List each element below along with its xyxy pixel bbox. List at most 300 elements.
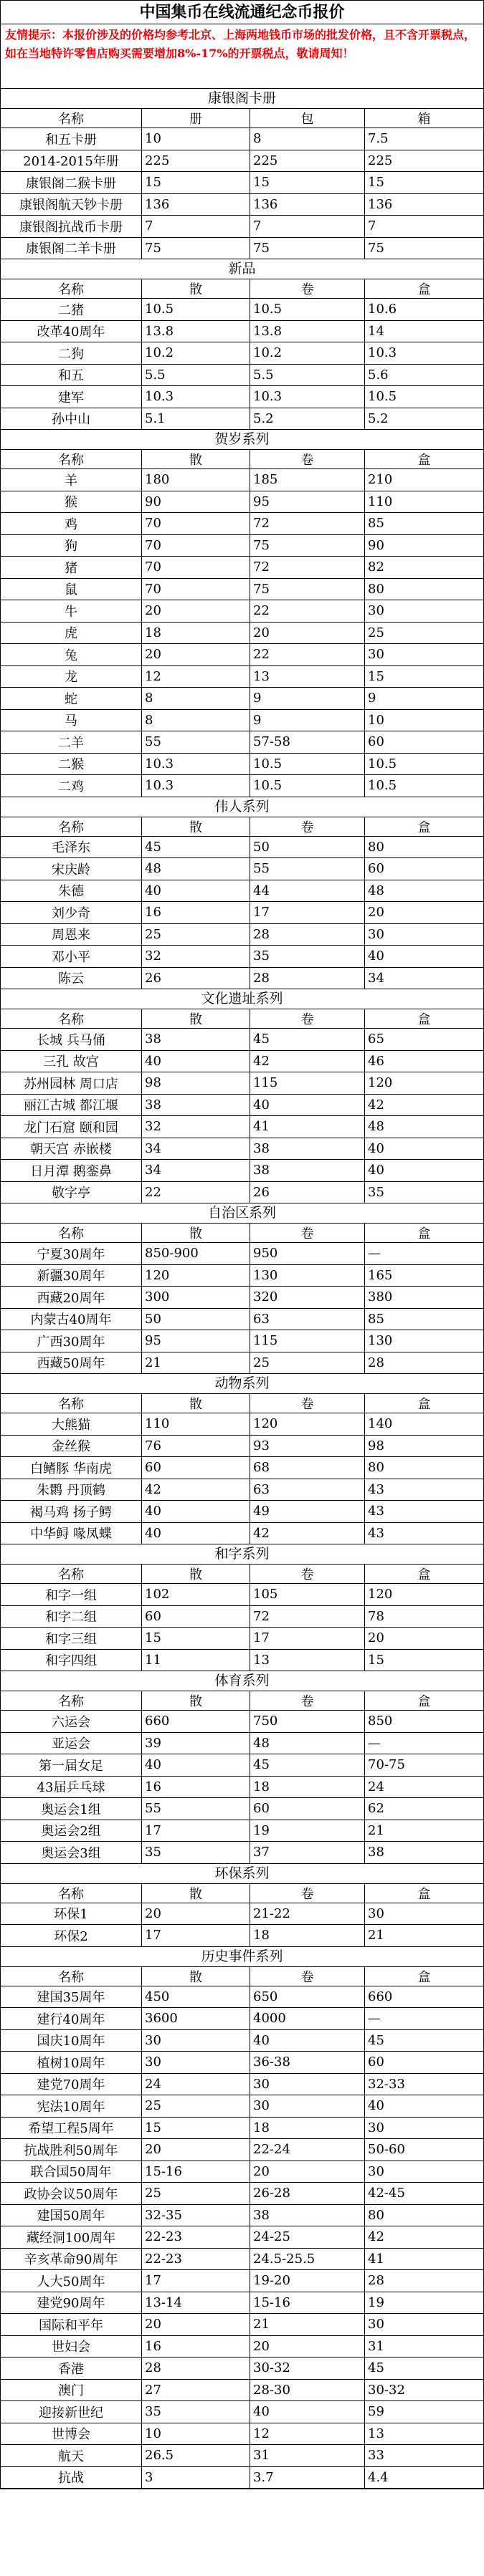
- price-cell: 42: [368, 2229, 384, 2245]
- table-row: [1, 2380, 483, 2402]
- coin-name-cell: 孙中山: [1, 408, 142, 430]
- table-row: [1, 644, 483, 666]
- table-row: [1, 924, 483, 946]
- price-cell: 15: [368, 668, 384, 684]
- coin-name-cell: 和字四组: [1, 1650, 142, 1671]
- coin-name-cell: 白鳍豚 华南虎: [1, 1457, 142, 1479]
- price-cell: 660: [368, 1989, 393, 2004]
- price-cell: 13-14: [142, 2292, 250, 2314]
- price-cell: 98: [368, 1438, 384, 1453]
- table-row: [1, 469, 483, 491]
- price-cell: 75: [250, 238, 365, 259]
- price-cell: 3600: [142, 2008, 250, 2029]
- coin-name-cell: 龙门石窟 颐和园: [1, 1116, 142, 1138]
- price-cell: 34: [368, 970, 384, 986]
- column-header: 名称: [1, 450, 142, 468]
- price-cell: 38: [250, 1160, 365, 1181]
- coin-name-cell: 三孔 故宫: [1, 1051, 142, 1072]
- table-row: [1, 1479, 483, 1501]
- coin-name-cell: 建军: [1, 386, 142, 408]
- price-cell: 30: [368, 2317, 384, 2332]
- column-header: 卷: [250, 1394, 365, 1413]
- price-cell: 31: [368, 2338, 384, 2354]
- column-header: 箱: [417, 112, 431, 127]
- coin-name-cell: 抗战胜利50周年: [1, 2139, 142, 2161]
- table-row: [1, 365, 483, 387]
- price-cell: 50: [250, 837, 365, 858]
- price-cell: 18: [250, 2118, 365, 2139]
- price-cell: 10.6: [368, 302, 397, 317]
- column-header: 散: [142, 1224, 250, 1242]
- price-cell: 210: [368, 472, 393, 488]
- price-cell: 10.2: [142, 342, 250, 364]
- table-row: [1, 1925, 483, 1947]
- price-cell: 3: [142, 2467, 250, 2489]
- price-cell: 72: [250, 1606, 365, 1628]
- table-row: [1, 754, 483, 776]
- price-cell: 50: [142, 1309, 250, 1330]
- coin-name-cell: 狗: [1, 535, 142, 557]
- price-cell: 10.5: [142, 299, 250, 320]
- table-header-row: [1, 1565, 483, 1584]
- coin-name-cell: 希望工程5周年: [1, 2118, 142, 2139]
- coin-name-cell: 建行40周年: [1, 2008, 142, 2029]
- coin-name-cell: 抗战: [1, 2467, 142, 2489]
- section-title: 文化遗址系列: [1, 989, 483, 1009]
- price-cell: 42: [250, 1523, 365, 1544]
- price-cell: 22-24: [250, 2139, 365, 2161]
- table-row: [1, 172, 483, 194]
- column-header: 名称: [1, 109, 142, 128]
- coin-name-cell: 二鸡: [1, 775, 142, 797]
- price-cell: 80: [368, 1460, 384, 1476]
- price-cell: 42: [368, 1097, 384, 1112]
- coin-name-cell: 六运会: [1, 1711, 142, 1732]
- column-header: 盒: [417, 1397, 431, 1412]
- price-cell: 28: [142, 2358, 250, 2379]
- price-cell: 30: [368, 2120, 384, 2135]
- coin-name-cell: 宁夏30周年: [1, 1243, 142, 1264]
- column-header: 名称: [1, 1224, 142, 1242]
- price-cell: 39: [142, 1733, 250, 1754]
- notice: [1, 24, 483, 89]
- price-cell: 225: [368, 153, 393, 168]
- price-cell: 136: [142, 194, 250, 216]
- price-cell: 15-16: [142, 2161, 250, 2183]
- coin-name-cell: 世妇会: [1, 2336, 142, 2358]
- price-cell: 40: [250, 2030, 365, 2052]
- price-cell: 850-900: [142, 1243, 250, 1264]
- column-header: 盒: [417, 282, 431, 297]
- column-header: 卷: [250, 1884, 365, 1903]
- price-cell: 45: [142, 837, 250, 858]
- price-cell: 9: [250, 688, 365, 709]
- price-cell: 48: [368, 1119, 384, 1135]
- coin-name-cell: 航天: [1, 2445, 142, 2466]
- coin-name-cell: 植树10周年: [1, 2052, 142, 2073]
- price-cell: 30: [368, 926, 384, 942]
- price-cell: 20: [142, 2139, 250, 2161]
- coin-name-cell: 新疆30周年: [1, 1265, 142, 1287]
- price-cell: 102: [142, 1584, 250, 1605]
- coin-name-cell: 刘少奇: [1, 902, 142, 923]
- table-row: [1, 342, 483, 365]
- price-cell: 60: [142, 1606, 250, 1628]
- price-cell: 16: [142, 902, 250, 923]
- price-cell: 30-32: [250, 2358, 365, 2379]
- price-cell: 31: [250, 2445, 365, 2466]
- table-row: [1, 1523, 483, 1545]
- price-cell: 115: [250, 1072, 365, 1094]
- price-cell: 21: [368, 1928, 384, 1943]
- column-header: 盒: [417, 453, 431, 468]
- price-cell: 25: [142, 2183, 250, 2204]
- price-cell: 38: [142, 1029, 250, 1050]
- price-cell: 22: [142, 1182, 250, 1203]
- table-row: [1, 1072, 483, 1095]
- price-cell: 26.5: [142, 2445, 250, 2466]
- price-cell: 50-60: [368, 2142, 405, 2158]
- price-cell: 10: [142, 128, 250, 150]
- column-header: 散: [142, 1565, 250, 1583]
- column-header: 散: [142, 450, 250, 468]
- table-row: [1, 386, 483, 408]
- price-cell: 76: [142, 1436, 250, 1457]
- price-cell: 21: [250, 2314, 365, 2335]
- coin-name-cell: 建国35周年: [1, 1986, 142, 2008]
- price-cell: 44: [250, 880, 365, 902]
- price-cell: 3.7: [250, 2467, 365, 2489]
- price-cell: 40: [368, 2098, 384, 2114]
- price-cell: 60: [368, 861, 384, 877]
- table-row: [1, 2314, 483, 2336]
- price-cell: 40: [250, 1095, 365, 1116]
- price-cell: 5.5: [142, 365, 250, 386]
- price-cell: 32-35: [142, 2205, 250, 2226]
- price-cell: 63: [250, 1309, 365, 1330]
- price-cell: 37: [250, 1842, 365, 1863]
- table-row: [1, 2423, 483, 2446]
- coin-name-cell: 和字二组: [1, 1606, 142, 1628]
- price-cell: 85: [368, 516, 384, 532]
- section-title: 体育系列: [1, 1671, 483, 1691]
- price-cell: 10.3: [142, 775, 250, 797]
- column-header: 盒: [417, 820, 431, 835]
- table-row: [1, 150, 483, 173]
- coin-name-cell: 建国50周年: [1, 2205, 142, 2226]
- table-row: [1, 238, 483, 260]
- price-cell: 40: [142, 1501, 250, 1522]
- price-cell: 15: [368, 1652, 384, 1668]
- price-cell: 7.5: [368, 131, 389, 147]
- table-header-row: [1, 1224, 483, 1243]
- price-cell: 28: [368, 2273, 384, 2289]
- price-cell: 320: [250, 1287, 365, 1308]
- price-cell: 660: [142, 1711, 250, 1732]
- price-cell: 13.8: [142, 321, 250, 342]
- price-cell: 105: [250, 1584, 365, 1605]
- price-cell: 34: [142, 1138, 250, 1160]
- column-header: 名称: [1, 279, 142, 298]
- price-cell: 40: [142, 1523, 250, 1544]
- price-cell: 4000: [250, 2008, 365, 2029]
- price-cell: 11: [142, 1650, 250, 1671]
- price-cell: 78: [368, 1608, 384, 1624]
- table-row: [1, 2226, 483, 2249]
- price-cell: 10.3: [142, 386, 250, 408]
- table-row: [1, 1733, 483, 1755]
- price-cell: 5.1: [142, 408, 250, 430]
- table-row: [1, 491, 483, 514]
- price-cell: —: [368, 1246, 381, 1261]
- column-header: 名称: [1, 817, 142, 836]
- column-header: 盒: [417, 1567, 431, 1582]
- price-cell: 17: [142, 1925, 250, 1946]
- coin-name-cell: 广西30周年: [1, 1330, 142, 1352]
- coin-name-cell: 二猪: [1, 299, 142, 320]
- coin-name-cell: 国际和平年: [1, 2314, 142, 2335]
- price-cell: 34: [142, 1160, 250, 1181]
- price-cell: 60: [142, 1457, 250, 1479]
- table-row: [1, 946, 483, 968]
- price-cell: 33: [368, 2448, 384, 2464]
- price-cell: 24-25: [250, 2226, 365, 2248]
- table-row: [1, 2008, 483, 2030]
- price-cell: 38: [142, 1095, 250, 1116]
- price-cell: 19-20: [250, 2270, 365, 2292]
- table-row: [1, 837, 483, 859]
- price-cell: 165: [368, 1267, 393, 1283]
- table-row: [1, 1029, 483, 1051]
- table-row: [1, 2161, 483, 2183]
- table-row: [1, 2205, 483, 2227]
- table-row: [1, 1051, 483, 1073]
- price-cell: 17: [142, 1820, 250, 1842]
- price-cell: 48: [142, 858, 250, 880]
- coin-name-cell: 建党70周年: [1, 2074, 142, 2095]
- table-row: [1, 321, 483, 343]
- coin-name-cell: 内蒙古40周年: [1, 1309, 142, 1330]
- price-cell: 45: [250, 1029, 365, 1050]
- coin-name-cell: 敬字亭: [1, 1182, 142, 1203]
- coin-name-cell: 建党90周年: [1, 2292, 142, 2314]
- price-cell: 130: [368, 1333, 393, 1349]
- sections: [1, 89, 483, 2489]
- price-cell: 40: [368, 1140, 384, 1156]
- column-header: 卷: [250, 1224, 365, 1242]
- column-header: 卷: [250, 817, 365, 836]
- coin-name-cell: 宪法10周年: [1, 2095, 142, 2117]
- coin-name-cell: 金丝猴: [1, 1436, 142, 1457]
- price-cell: 43: [368, 1525, 384, 1541]
- price-cell: 140: [368, 1416, 393, 1432]
- price-cell: 30: [368, 1905, 384, 1921]
- coin-name-cell: 亚运会: [1, 1733, 142, 1754]
- table-row: [1, 1798, 483, 1820]
- coin-name-cell: 奥运会3组: [1, 1842, 142, 1863]
- table-row: [1, 2074, 483, 2096]
- column-header: 名称: [1, 1565, 142, 1583]
- price-cell: 55: [142, 1798, 250, 1820]
- price-cell: 30: [142, 2030, 250, 2052]
- coin-name-cell: 康银阁抗战币卡册: [1, 216, 142, 237]
- price-cell: 28: [250, 924, 365, 946]
- price-cell: 4.4: [368, 2469, 389, 2485]
- price-cell: 70: [142, 557, 250, 578]
- table-row: [1, 902, 483, 924]
- price-cell: 380: [368, 1289, 393, 1305]
- table-row: [1, 600, 483, 623]
- column-header: 散: [142, 279, 250, 298]
- price-cell: 95: [142, 1330, 250, 1352]
- price-cell: 12: [142, 666, 250, 688]
- coin-name-cell: 西藏50周年: [1, 1352, 142, 1374]
- price-cell: 35: [250, 946, 365, 967]
- table-row: [1, 968, 483, 990]
- coin-name-cell: 日月潭 鹅銮鼻: [1, 1160, 142, 1181]
- price-cell: 22: [250, 600, 365, 622]
- column-header: 卷: [250, 279, 365, 298]
- table-row: [1, 1095, 483, 1117]
- table-row: [1, 2118, 483, 2140]
- column-header: 名称: [1, 1884, 142, 1903]
- table-row: [1, 1820, 483, 1842]
- price-cell: 7: [250, 216, 365, 237]
- coin-name-cell: 辛亥革命90周年: [1, 2249, 142, 2270]
- price-cell: 30: [142, 2052, 250, 2073]
- table-row: [1, 2183, 483, 2205]
- price-cell: 95: [250, 491, 365, 513]
- table-row: [1, 128, 483, 150]
- price-cell: 26: [250, 1182, 365, 1203]
- price-cell: 850: [368, 1714, 393, 1729]
- price-cell: 43: [368, 1481, 384, 1497]
- price-cell: 62: [368, 1801, 384, 1817]
- price-cell: 32: [142, 946, 250, 967]
- table-row: [1, 1436, 483, 1458]
- price-cell: 24: [142, 2074, 250, 2095]
- coin-name-cell: 国庆10周年: [1, 2030, 142, 2052]
- coin-name-cell: 和字三组: [1, 1628, 142, 1649]
- price-cell: 13: [250, 666, 365, 688]
- coin-name-cell: 中华鲟 喙凤蝶: [1, 1523, 142, 1544]
- price-cell: 48: [368, 883, 384, 898]
- price-cell: 75: [250, 535, 365, 557]
- price-cell: 13: [368, 2426, 384, 2441]
- price-cell: 36-38: [250, 2052, 365, 2073]
- table-row: [1, 1754, 483, 1777]
- table-header-row: [1, 450, 483, 469]
- price-cell: 80: [368, 2207, 384, 2223]
- page-title: 中国集币在线流通纪念币报价: [1, 1, 483, 24]
- column-header: 包: [250, 109, 365, 128]
- table-row: [1, 2139, 483, 2161]
- price-cell: 130: [250, 1265, 365, 1287]
- coin-name-cell: 和五卡册: [1, 128, 142, 150]
- price-cell: 98: [142, 1072, 250, 1094]
- table-row: [1, 858, 483, 880]
- coin-name-cell: 奥运会2组: [1, 1820, 142, 1842]
- table-row: [1, 1584, 483, 1606]
- price-cell: 120: [368, 1587, 393, 1602]
- price-cell: 10.3: [250, 386, 365, 408]
- table-header-row: [1, 1967, 483, 1986]
- coin-name-cell: 康银阁二猴卡册: [1, 172, 142, 193]
- column-header: 散: [142, 817, 250, 836]
- price-cell: 26-28: [250, 2183, 365, 2204]
- price-cell: 18: [250, 1777, 365, 1798]
- coin-name-cell: 和字一组: [1, 1584, 142, 1605]
- coin-name-cell: 政协会议50周年: [1, 2183, 142, 2204]
- coin-name-cell: 猴: [1, 491, 142, 513]
- price-cell: 40: [142, 1754, 250, 1776]
- section-title: 康银阁卡册: [1, 89, 483, 109]
- price-cell: 70: [142, 579, 250, 600]
- table-row: [1, 1606, 483, 1628]
- table-row: [1, 1309, 483, 1331]
- price-cell: 5.5: [250, 365, 365, 386]
- price-cell: 24: [368, 1779, 384, 1794]
- price-cell: 10.3: [368, 345, 397, 361]
- table-row: [1, 2401, 483, 2423]
- coin-name-cell: 奥运会1组: [1, 1798, 142, 1820]
- price-cell: 15: [368, 175, 384, 191]
- section-title: 环保系列: [1, 1864, 483, 1884]
- price-cell: 90: [368, 537, 384, 553]
- price-cell: 85: [368, 1311, 384, 1327]
- section-title: 动物系列: [1, 1374, 483, 1394]
- price-cell: 136: [250, 194, 365, 216]
- table-row: [1, 710, 483, 732]
- coin-name-cell: 兔: [1, 644, 142, 665]
- price-cell: 28-30: [250, 2380, 365, 2401]
- price-cell: 10.5: [368, 389, 397, 405]
- section-title: 自治区系列: [1, 1203, 483, 1224]
- price-cell: 20: [250, 2161, 365, 2183]
- table-header-row: [1, 279, 483, 299]
- price-cell: 9: [250, 710, 365, 731]
- price-cell: 10.5: [368, 756, 397, 772]
- price-cell: 30: [368, 647, 384, 663]
- price-cell: 42-45: [368, 2186, 405, 2201]
- coin-name-cell: 鼠: [1, 579, 142, 600]
- price-cell: 22-23: [142, 2249, 250, 2270]
- price-cell: 26: [142, 968, 250, 989]
- price-cell: 43: [368, 1504, 384, 1519]
- coin-name-cell: 和五: [1, 365, 142, 386]
- price-cell: 80: [368, 581, 384, 597]
- price-cell: 12: [250, 2423, 365, 2445]
- coin-name-cell: 邓小平: [1, 946, 142, 967]
- coin-name-cell: 马: [1, 710, 142, 731]
- price-cell: 42: [142, 1479, 250, 1501]
- coin-name-cell: 褐马鸡 扬子鳄: [1, 1501, 142, 1522]
- table-row: [1, 557, 483, 579]
- table-row: [1, 2292, 483, 2315]
- price-cell: 136: [368, 196, 393, 212]
- coin-name-cell: 虎: [1, 623, 142, 644]
- price-cell: 45: [368, 2360, 384, 2376]
- price-cell: 10: [142, 2423, 250, 2445]
- table-header-row: [1, 1394, 483, 1413]
- price-cell: 15: [250, 172, 365, 193]
- table-row: [1, 775, 483, 797]
- price-cell: 22: [250, 644, 365, 665]
- price-cell: 30: [250, 2095, 365, 2117]
- price-cell: 185: [250, 469, 365, 491]
- section-title: 新品: [1, 259, 483, 279]
- table-row: [1, 2030, 483, 2052]
